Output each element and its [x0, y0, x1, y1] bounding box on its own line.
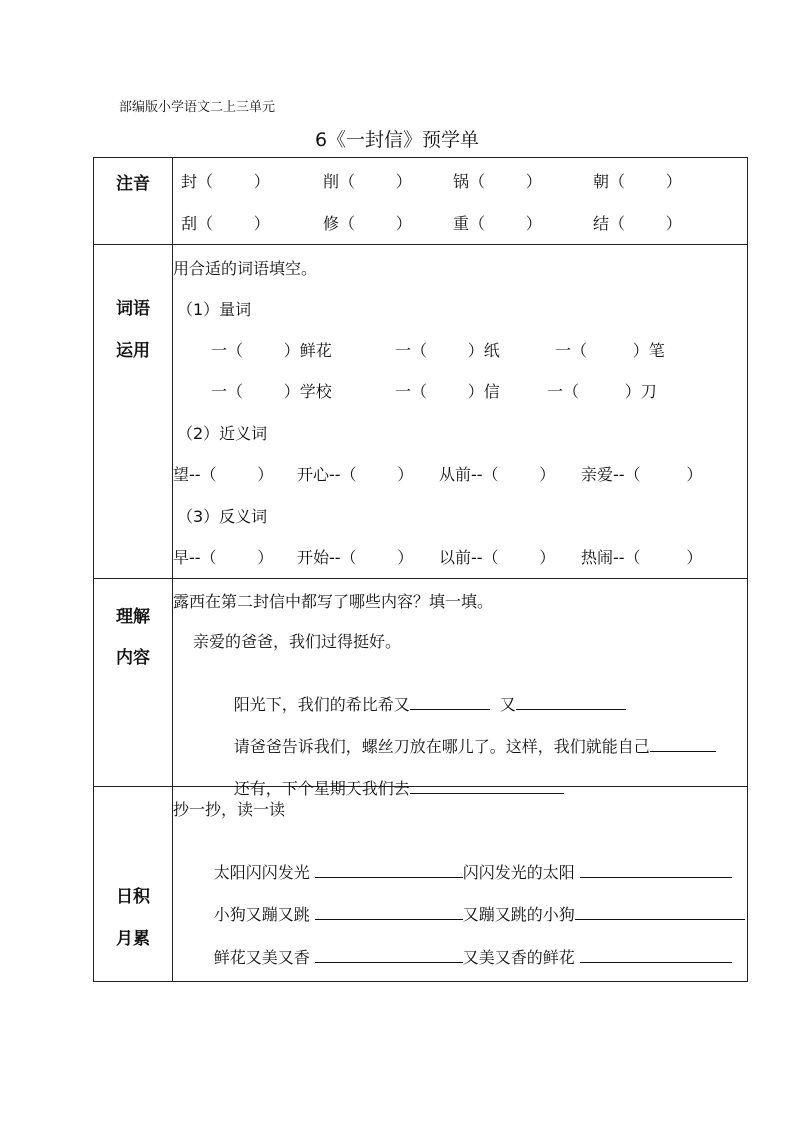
measure-item: 一（ ）笔 — [555, 341, 665, 360]
phrase: 鲜花又美又香 — [213, 948, 310, 967]
accumulate-intro: 抄一抄，读一读 — [173, 800, 286, 819]
measure-item: 一（ ）学校 — [211, 382, 332, 401]
synonym-item: 开心--（ ） — [297, 465, 414, 484]
copy-blank[interactable] — [580, 948, 732, 963]
pinyin-content — [173, 158, 748, 245]
words-sub-synonym: （2）近义词 — [177, 424, 268, 443]
worksheet-table — [93, 157, 748, 982]
pinyin-item: 朝（ ） — [593, 172, 682, 191]
antonym-item: 开始--（ ） — [297, 548, 414, 567]
copy-blank[interactable] — [315, 948, 463, 963]
accumulate-label-2: 月累 — [116, 929, 150, 949]
copy-blank[interactable] — [315, 863, 463, 878]
words-label-1: 词语 — [116, 299, 150, 319]
accumulate-label-cell — [94, 787, 173, 982]
letter-line-3-text: 请爸爸告诉我们，螺丝刀放在哪儿了。这样，我们就能自己 — [233, 737, 650, 756]
pinyin-row — [94, 158, 748, 245]
answer-blank[interactable] — [410, 695, 490, 710]
page-title: 6《一封信》预学单 — [314, 129, 480, 151]
pinyin-item: 结（ ） — [593, 214, 682, 233]
phrase: 闪闪发光的太阳 — [462, 863, 575, 882]
letter-line-4-text: 还有，下个星期天我们去 — [233, 779, 410, 798]
understand-label-cell — [94, 579, 173, 787]
synonym-item: 从前--（ ） — [439, 465, 556, 484]
antonym-item: 热闹--（ ） — [581, 548, 703, 567]
synonym-item: 望--（ ） — [173, 465, 274, 484]
words-content — [173, 245, 748, 579]
antonym-item: 以前--（ ） — [439, 548, 556, 567]
words-intro: 用合适的词语填空。 — [173, 259, 318, 278]
answer-blank[interactable] — [516, 695, 626, 710]
copy-blank[interactable] — [580, 863, 732, 878]
understand-label-1: 理解 — [116, 607, 150, 627]
pinyin-label-cell — [94, 158, 173, 245]
pinyin-item: 修（ ） — [323, 214, 412, 233]
letter-line-2-text-a: 阳光下，我们的希比希又 — [233, 695, 410, 714]
words-label-2: 运用 — [116, 341, 150, 361]
pinyin-item: 刮（ ） — [181, 214, 270, 233]
understand-label-2: 内容 — [116, 648, 150, 668]
words-sub-antonym: （3）反义词 — [177, 507, 268, 526]
phrase: 又美又香的鲜花 — [462, 948, 575, 967]
copy-row — [173, 928, 732, 988]
understand-row — [94, 579, 748, 787]
synonym-item: 亲爱--（ ） — [581, 465, 703, 484]
pinyin-item: 封（ ） — [181, 172, 270, 191]
words-label-cell — [94, 245, 173, 579]
letter-line-1: 亲爱的爸爸，我们过得挺好。 — [193, 632, 402, 651]
pinyin-item: 削（ ） — [323, 172, 412, 191]
phrase: 太阳闪闪发光 — [213, 863, 310, 882]
measure-item: 一（ ）刀 — [547, 382, 657, 401]
answer-blank[interactable] — [650, 737, 716, 752]
words-row — [94, 245, 748, 579]
antonym-item: 早--（ ） — [173, 548, 274, 567]
phrase: 小狗又蹦又跳 — [213, 905, 310, 924]
pinyin-label: 注音 — [116, 174, 150, 194]
pinyin-item: 重（ ） — [453, 214, 542, 233]
measure-item: 一（ ）纸 — [395, 341, 500, 360]
letter-line-2-text-b: 又 — [499, 695, 516, 714]
accumulate-row — [94, 787, 748, 982]
worksheet-header: 部编版小学语文二上三单元 — [119, 100, 276, 115]
understand-intro: 露西在第二封信中都写了哪些内容？填一填。 — [173, 592, 494, 611]
accumulate-label-1: 日积 — [116, 887, 150, 907]
copy-blank[interactable] — [575, 905, 745, 920]
words-sub-measure: （1）量词 — [177, 300, 252, 319]
measure-item: 一（ ）鲜花 — [211, 341, 332, 360]
phrase: 又蹦又跳的小狗 — [462, 905, 575, 924]
understand-content — [173, 579, 748, 798]
pinyin-item: 锅（ ） — [453, 172, 542, 191]
measure-item: 一（ ）信 — [395, 382, 500, 401]
accumulate-content — [173, 787, 748, 982]
copy-blank[interactable] — [315, 905, 463, 920]
